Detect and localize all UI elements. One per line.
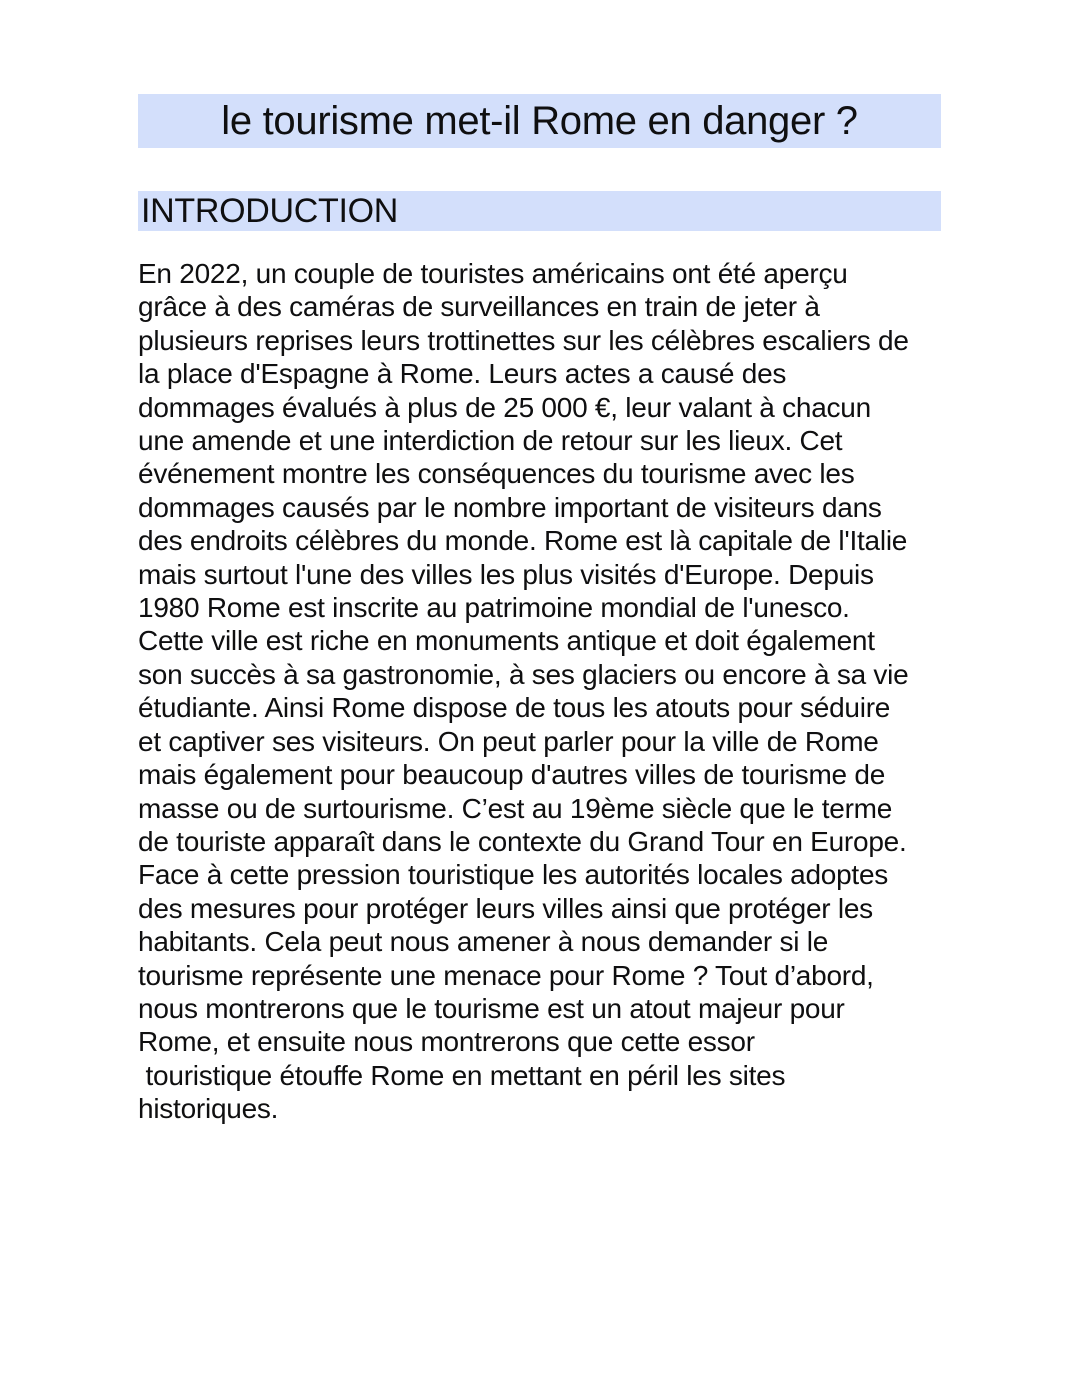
body-line: mais également pour beaucoup d'autres villes de tourisme de <box>138 759 886 791</box>
document-content <box>138 0 941 1126</box>
body-line: étudiante. Ainsi Rome dispose de tous les atouts pour séduire <box>138 692 891 724</box>
body-line: Rome, et ensuite nous montrerons que cette essor <box>138 1026 755 1058</box>
body-line: En 2022, un couple de touristes américains ont été aperçu <box>138 258 848 289</box>
body-line: son succès à sa gastronomie, à ses glaciers ou encore à sa vie <box>138 658 909 690</box>
body-line: mais surtout l'une des villes les plus visités d'Europe. Depuis <box>138 558 874 590</box>
body-line: une amende et une interdiction de retour sur les lieux. Cet <box>138 425 843 457</box>
body-line: masse ou de surtourisme. C’est au 19ème siècle que le terme <box>138 792 893 824</box>
body-line: de touriste apparaît dans le contexte du Grand Tour en Europe. <box>138 825 907 857</box>
introduction-paragraph <box>138 257 941 1126</box>
document-title-highlight <box>138 94 941 148</box>
body-line: Face à cette pression touristique les autorités locales adoptes <box>138 859 889 891</box>
body-line: dommages évalués à plus de 25 000 €, leur valant à chacun <box>138 391 871 423</box>
body-line: la place d'Espagne à Rome. Leurs actes a causé des <box>138 358 787 390</box>
body-line: plusieurs reprises leurs trottinettes sur les célèbres escaliers de <box>138 324 909 356</box>
body-line: des endroits célèbres du monde. Rome est là capitale de l'Italie <box>138 525 908 557</box>
body-line: grâce à des caméras de surveillances en train de jeter à <box>138 291 820 323</box>
document-title: le tourisme met-il Rome en danger ? <box>221 99 858 143</box>
body-line: historiques. <box>138 1093 279 1125</box>
body-line: des mesures pour protéger leurs villes ainsi que protéger les <box>138 892 873 924</box>
body-line: touristique étouffe Rome en mettant en péril les sites <box>138 1059 786 1091</box>
body-line: habitants. Cela peut nous amener à nous demander si le <box>138 926 829 958</box>
body-line: dommages causés par le nombre important de visiteurs dans <box>138 491 882 523</box>
body-line: 1980 Rome est inscrite au patrimoine mondial de l'unesco. <box>138 592 850 624</box>
body-line: nous montrerons que le tourisme est un atout majeur pour <box>138 992 845 1024</box>
body-line: tourisme représente une menace pour Rome ? Tout d’abord, <box>138 959 874 991</box>
section-heading: INTRODUCTION <box>141 192 399 230</box>
body-line: Cette ville est riche en monuments antique et doit également <box>138 625 875 657</box>
section-heading-highlight <box>138 191 941 231</box>
body-line: et captiver ses visiteurs. On peut parler pour la ville de Rome <box>138 725 879 757</box>
body-line: événement montre les conséquences du tourisme avec les <box>138 458 855 490</box>
